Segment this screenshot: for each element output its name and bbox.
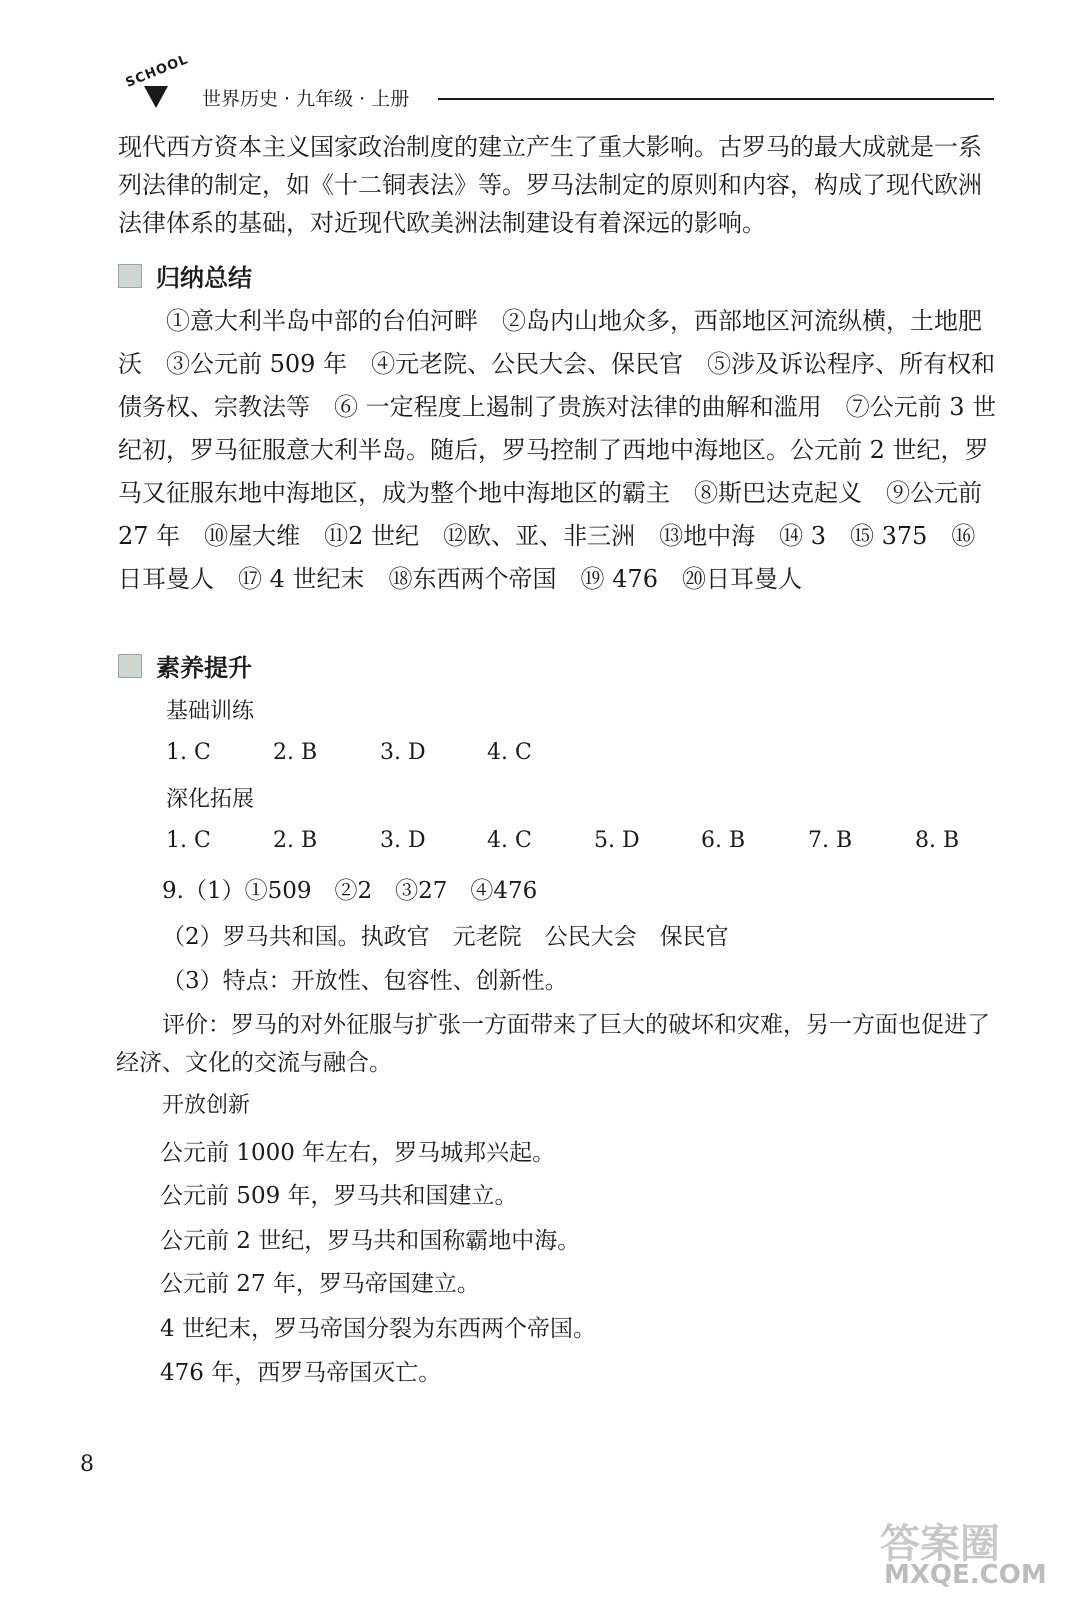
summary-heading: [118, 258, 252, 293]
deep-expand-label: 深化拓展: [166, 787, 255, 812]
timeline-line: 4 世纪末，罗马帝国分裂为东西两个帝国。: [160, 1316, 596, 1342]
header-rule: [438, 98, 994, 100]
evaluation-paragraph: 评价：罗马的对外征服与扩张一方面带来了巨大的破坏和灾难，另一方面也促进了经济、文化的交流与融合。: [116, 1012, 990, 1076]
answer-item: 5. D: [594, 828, 640, 853]
timeline-line: 公元前 1000 年左右，罗马城邦兴起。: [160, 1140, 556, 1166]
timeline-line: 476 年，西罗马帝国灭亡。: [160, 1360, 442, 1386]
answer-item: 4. C: [487, 828, 532, 853]
open-innovation-label: 开放创新: [162, 1093, 251, 1118]
logo-pin-icon: [144, 86, 168, 108]
timeline-line: 公元前 27 年，罗马帝国建立。: [160, 1271, 480, 1297]
watermark-logo: 答案圈: [880, 1521, 1000, 1567]
answer-item: 3. D: [380, 828, 426, 853]
q9-part2: （2）罗马共和国。执政官 元老院 公民大会 保民官: [162, 924, 729, 950]
logo-text: SCHOOL: [123, 52, 191, 91]
answer-item: 7. B: [808, 828, 853, 853]
answer-item: 1. C: [166, 740, 211, 765]
answer-item: 4. C: [487, 740, 532, 765]
answer-item: 3. D: [380, 740, 426, 765]
watermark-url: MXQE.COM: [884, 1560, 1047, 1590]
deep-answers: [166, 828, 959, 853]
answer-item: 1. C: [166, 828, 211, 853]
section-square-icon: [118, 654, 142, 678]
page-header: [118, 52, 994, 112]
q9-part1: 9.（1）①509 ②2 ③27 ④476: [162, 878, 538, 904]
summary-paragraph: ①意大利半岛中部的台伯河畔 ②岛内山地众多，西部地区河流纵横，土地肥沃 ③公元前 509 年 ④元老院、公民大会、保民官 ⑤涉及诉讼程序、所有权和债务权、宗教法等 ⑥ 一定程度上遏制了贵族对法律的曲解和滥用 ⑦公元前 3 世纪初，罗马征服意大利半岛。随后，罗马控制了西地中海地区。公元前 2 世纪，罗马又征服东地中海地区，成为整个地中海地区的霸主 ⑧斯巴达克起义 ⑨公元前 27 年 ⑩屋大维 ⑪2 世纪 ⑫欧、亚、非三洲 ⑬地中海 ⑭ 3 ⑮ 375 ⑯日耳曼人 ⑰ 4 世纪末 ⑱东西两个帝国 ⑲ 476 ⑳日耳曼人: [118, 307, 997, 593]
school-logo: [118, 52, 191, 112]
answer-item: 2. B: [273, 828, 318, 853]
q9-part3: （3）特点：开放性、包容性、创新性。: [162, 968, 568, 994]
timeline-line: 公元前 509 年，罗马共和国建立。: [160, 1183, 518, 1209]
improve-heading: [118, 648, 252, 683]
section-square-icon: [118, 264, 142, 288]
improve-heading-label: 素养提升: [156, 654, 252, 682]
page-number: 8: [80, 1452, 94, 1477]
summary-heading-label: 归纳总结: [156, 264, 252, 292]
book-title: 世界历史 · 九年级 · 上册: [202, 88, 410, 110]
answer-item: 2. B: [273, 740, 318, 765]
basic-answers: [166, 740, 594, 765]
basic-training-label: 基础训练: [166, 699, 255, 724]
answer-item: 8. B: [915, 828, 960, 853]
intro-paragraph: 现代西方资本主义国家政治制度的建立产生了重大影响。古罗马的最大成就是一系列法律的制定，如《十二铜表法》等。罗马法制定的原则和内容，构成了现代欧洲法律体系的基础，对近现代欧美洲法制建设有着深远的影响。: [118, 133, 982, 237]
timeline-line: 公元前 2 世纪，罗马共和国称霸地中海。: [160, 1228, 581, 1254]
answer-item: 6. B: [701, 828, 746, 853]
